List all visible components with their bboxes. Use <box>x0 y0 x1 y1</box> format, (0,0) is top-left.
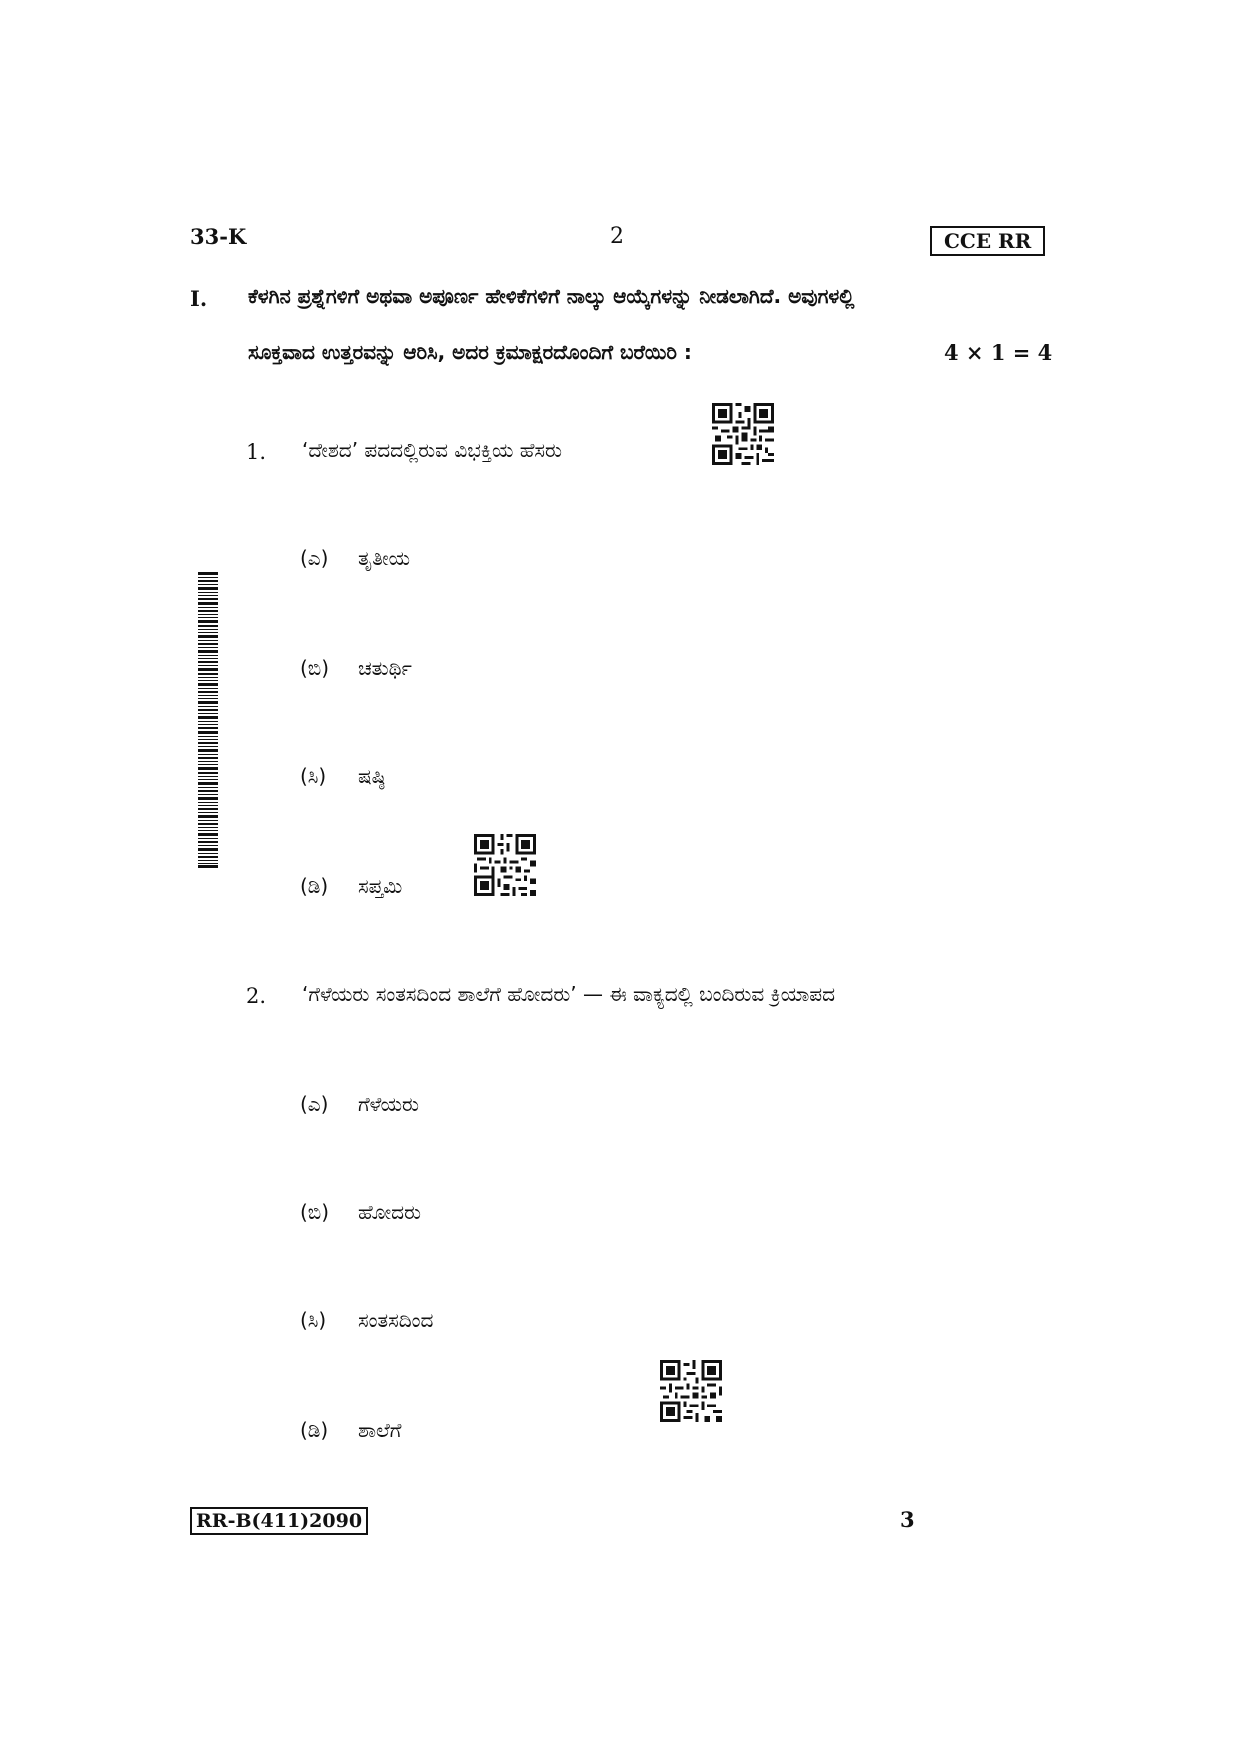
question-number: 2. <box>246 984 267 1008</box>
option <box>300 1200 421 1224</box>
section-instruction-line1: ಕೆಳಗಿನ ಪ್ರಶ್ನೆಗಳಿಗೆ ಅಥವಾ ಅಪೂರ್ಣ ಹೇಳಿಕೆಗಳಿಗೆ ನಾಲ್ಕು ಆಯ್ಕೆಗಳನ್ನು ನೀಡಲಾಗಿದೆ. ಅವುಗಳಲ್ಲಿ <box>248 284 855 308</box>
option-label: (ಡಿ) <box>300 1418 329 1442</box>
option <box>300 874 402 898</box>
option <box>300 656 412 680</box>
question-text: ‘ಗೆಳೆಯರು ಸಂತಸದಿಂದ ಶಾಲೆಗೆ ಹೋದರು’ — ಈ ವಾಕ್ಯದಲ್ಲಿ ಬಂದಿರುವ ಕ್ರಿಯಾಪದ <box>302 982 835 1006</box>
qr-code-icon <box>712 403 774 465</box>
section-instruction-line2: ಸೂಕ್ತವಾದ ಉತ್ತರವನ್ನು ಆರಿಸಿ, ಅದರ ಕ್ರಮಾಕ್ಷರದೊಂದಿಗೆ ಬರೆಯಿರಿ : <box>248 340 692 364</box>
option-text: ಹೋದರು <box>358 1200 422 1224</box>
option <box>300 1418 401 1442</box>
section-marks: 4 × 1 = 4 <box>944 340 1053 365</box>
option <box>300 1308 433 1332</box>
option-text: ಸಂತಸದಿಂದ <box>358 1308 434 1332</box>
option-label: (ಎ) <box>300 546 329 570</box>
booklet-code: RR-B(411)2090 <box>190 1507 368 1535</box>
option <box>300 764 385 788</box>
question-number: 1. <box>246 440 267 464</box>
option <box>300 546 410 570</box>
option <box>300 1092 419 1116</box>
scheme-box: CCE RR <box>930 226 1045 256</box>
option-text: ಗೆಳೆಯರು <box>358 1092 419 1116</box>
option-text: ಷಷ್ಠಿ <box>358 764 386 788</box>
barcode-icon <box>198 572 218 868</box>
option-text: ಚತುರ್ಥಿ <box>358 656 412 680</box>
question-text: ‘ದೇಶದ’ ಪದದಲ್ಲಿರುವ ವಿಭಕ್ತಿಯ ಹೆಸರು <box>302 438 562 462</box>
paper-code: 33-K <box>190 224 247 249</box>
option-label: (ಸಿ) <box>300 1308 327 1332</box>
option-text: ತೃತೀಯ <box>358 546 410 570</box>
option-label: (ಬಿ) <box>300 1200 330 1224</box>
option-text: ಶಾಲೆಗೆ <box>358 1418 402 1442</box>
option-text: ಸಪ್ತಮಿ <box>358 874 403 898</box>
sheet-number: 3 <box>900 1507 915 1532</box>
option-label: (ಡಿ) <box>300 874 329 898</box>
qr-code-icon <box>660 1360 722 1422</box>
option-label: (ಸಿ) <box>300 764 327 788</box>
option-label: (ಎ) <box>300 1092 329 1116</box>
option-label: (ಬಿ) <box>300 656 330 680</box>
page-number: 2 <box>610 224 624 249</box>
section-number: I. <box>190 286 208 311</box>
qr-code-icon <box>474 834 536 896</box>
